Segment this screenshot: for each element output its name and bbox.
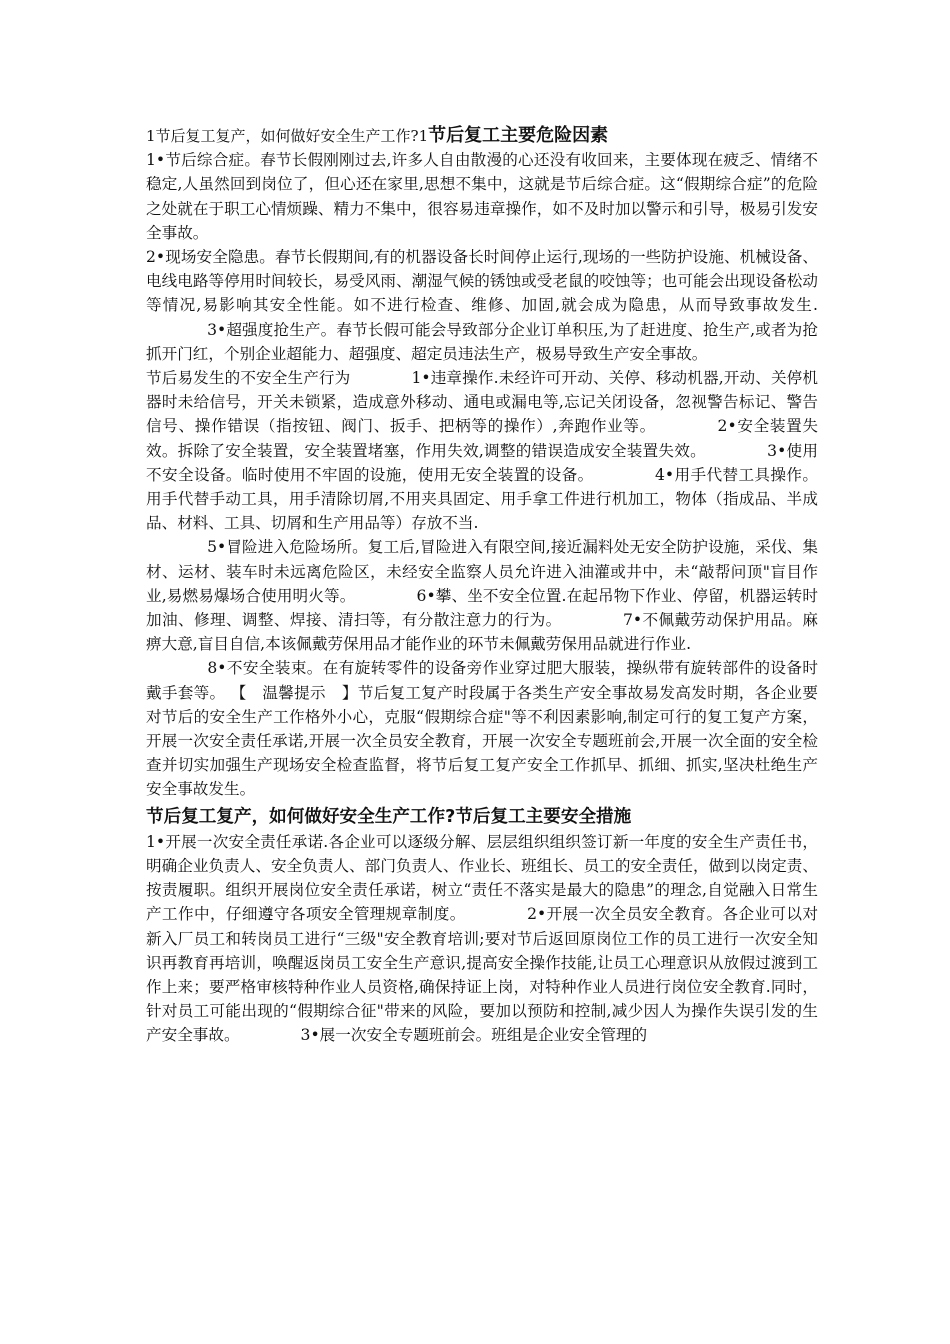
body-text-section-2 xyxy=(146,830,818,1048)
subheading-unsafe-behaviors: 节后易发生的不安全生产行为 xyxy=(146,369,351,388)
item-no-ppe: 7•不佩戴劳动保护用品。麻痹大意,盲目自信,本该佩戴劳保用品才能作业的环节未佩戴劳保用品就进行作业. xyxy=(146,611,818,654)
measure-responsibility: 1•开展一次安全责任承诺.各企业可以逐级分解、层层组织组织签订新一年度的安全生产责任书，明确企业负责人、安全负责人、部门负责人、作业长、班组长、员工的安全责任，做到以岗定责、按责履职。组织开展岗位安全责任承诺，树立“责任不落实是最大的隐患”的理念,自觉融入日常生产工作中，仔细遵守各项安全管理规章制度。 xyxy=(146,832,818,924)
item-violation: 1•违章操作.未经许可开动、关停、移动机器,开动、关停机器时未给信号，开关未锁紧，造成意外移动、通电或漏电等,忘记关闭设备，忽视警告标记、警告信号、操作错误（指按钮、阀门、扳手、把柄等的操作）,奔跑作业等。 xyxy=(146,369,818,436)
body-text-section-1 xyxy=(146,148,818,801)
document-page xyxy=(146,124,818,1048)
section-heading-hazards: 节后复工主要危险因素 xyxy=(428,125,609,146)
warm-reminder: 【 温馨提示 】节后复工复产时段属于各类生产安全事故易发高发时期，各企业要对节后的安全生产工作格外小心，克服“假期综合症"等不利因素影响,制定可行的复工复产方案，开展一次安全责任承诺,开展一次全员安全教育，开展一次安全专题班前会,开展一次全面的安全检查并切实加强生产现场安全检查监督，将节后复工复产安全工作抓早、抓细、抓实,坚决杜绝生产安全事故发生。 xyxy=(146,683,818,799)
document-lead: 1节后复工复产，如何做好安全生产工作?1 xyxy=(146,127,429,145)
measure-education: 2•开展一次全员安全教育。各企业可以对新入厂员工和转岗员工进行“三级"安全教育培训;要对节后返回原岗位工作的员工进行一次安全知识再教育再培训，唤醒返岗员工安全生产意识,提高安全操作技能,让员工心理意识从放假过渡到工作上来；要严格审核特种作业人员资格,确保持证上岗，对特种作业人员进行岗位安全教育.同时，针对员工可能出现的“假期综合征"带来的风险，要加以预防和控制,减少因人为操作失误引发的生产安全事故。 xyxy=(146,905,818,1045)
section-1-title-line xyxy=(146,124,818,148)
item-unsafe-position: 6•攀、坐不安全位置.在起吊物下作业、停留，机器运转时加油、修理、调整、焊接、清扫等，有分散注意力的行为。 xyxy=(146,586,818,630)
item-holiday-syndrome: 1•节后综合症。春节长假刚刚过去,许多人自由散漫的心还没有收回来，主要体现在疲乏、情绪不稳定,人虽然回到岗位了，但心还在家里,思想不集中，这就是节后综合症。这“假期综合症”的危险之处就在于职工心情烦躁、精力不集中，很容易违章操作，如不及时加以警示和引导，极易引发安全事故。 xyxy=(146,151,818,242)
item-safety-device-failure: 2•安全装置失效。拆除了安全装置，安全装置堵塞，作用失效,调整的错误造成安全装置失效。 xyxy=(146,417,818,460)
item-site-hazards: 2•现场安全隐患。春节长假期间,有的机器设备长时间停止运行,现场的一些防护设施、机械设备、电线电路等停用时间较长，易受风雨、潮湿气候的锈蚀或受老鼠的咬蚀等；也可能会出现设备松动等情况,易影响其安全性能。如不进行检查、维修、加固,就会成为隐患，从而导致事故发生. xyxy=(146,248,818,315)
item-unsafe-equipment: 3•使用不安全设备。临时使用不牢固的设施，使用无安全装置的设备。 xyxy=(146,441,818,484)
measure-team-meeting: 3•展一次安全专题班前会。班组是企业安全管理的 xyxy=(300,1026,648,1045)
item-hand-instead-of-tool: 4•用手代替工具操作。用手代替手动工具，用手清除切屑,不用夹具固定、用手拿工件进行机加工，物体（指成品、半成品、材料、工具、切屑和生产用品等）存放不当. xyxy=(146,465,818,533)
section-heading-measures: 节后复工复产，如何做好安全生产工作?节后复工主要安全措施 xyxy=(146,806,632,827)
item-unsafe-attire: 8•不安全装束。在有旋转零件的设备旁作业穿过肥大服装，操纵带有旋转部件的设备时戴手套等。 xyxy=(146,659,818,702)
item-dangerous-places: 5•冒险进入危险场所。复工后,冒险进入有限空间,接近漏料处无安全防护设施，采伐、集材、运材、装车时未远离危险区，未经安全监察人员允许进入油灌或井中，未“敲帮问顶"盲目作业,易燃易爆场合使用明火等。 xyxy=(146,538,818,605)
item-overtime-production: 3•超强度抢生产。春节长假可能会导致部分企业订单积压,为了赶进度、抢生产,或者为抢抓开门红，个别企业超能力、超强度、超定员违法生产，极易导致生产安全事故。 xyxy=(146,320,818,363)
